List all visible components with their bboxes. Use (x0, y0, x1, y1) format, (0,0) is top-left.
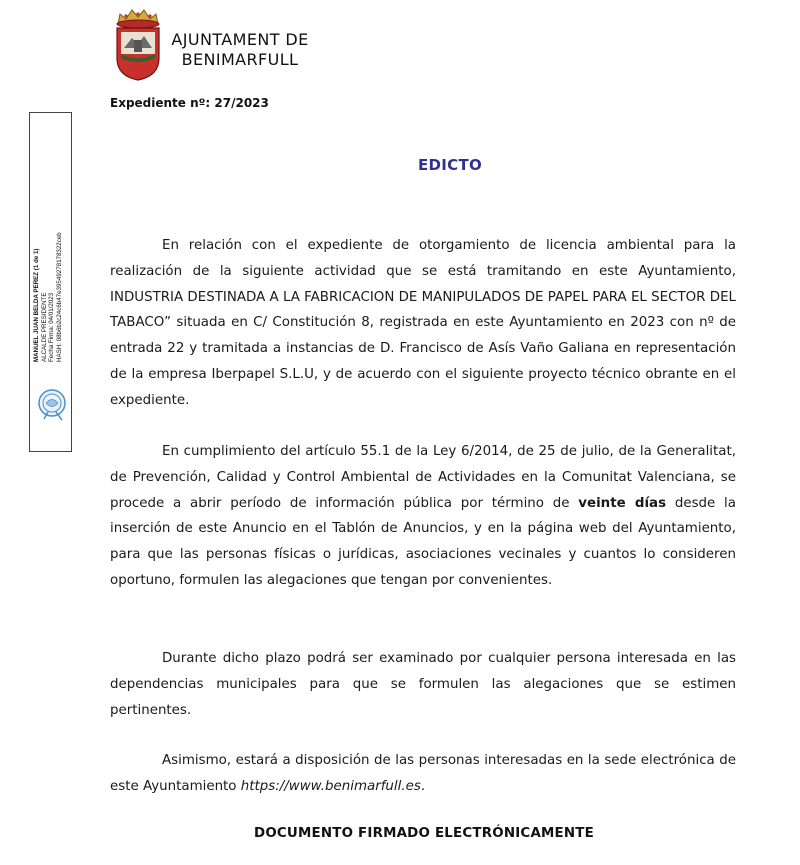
organization-name-line2: BENIMARFULL (181, 50, 299, 69)
signer-name: MANUEL JUAN BELDA PEREZ (1 de 1) (33, 248, 40, 362)
paragraph-2-text-start: En cumplimiento del artículo 55.1 de la Ley 6/2014, de 25 de julio, de la Generalitat, de Prevención, Calidad y Control Ambiental de Actividades en la Comunitat Valenciana, se procede a abrir período de información pública por término de (110, 444, 736, 511)
file-number: Expediente nº: 27/2023 (110, 96, 269, 110)
coat-of-arms-icon (112, 4, 164, 82)
paragraph-1 (110, 233, 736, 414)
signature-details (33, 232, 63, 362)
paragraph-2-text-end: desde la inserción de este Anuncio en el Tablón de Anuncios, y en la página web del Ayuntamiento, para que las personas físicas o jurídicas, asociaciones vecinales y cuantos lo consideren oportuno, formulen las alegaciones que tengan por convenientes. (110, 495, 736, 588)
electronic-seal-icon (36, 388, 68, 422)
paragraph-3-text: Durante dicho plazo podrá ser examinado por cualquier persona interesada en las dependencias municipales para que se formulen las alegaciones que se estimen pertinentes. (110, 651, 736, 718)
paragraph-2 (110, 439, 736, 594)
paragraph-4 (110, 748, 736, 800)
organization-name (160, 30, 320, 70)
signature-hash: HASH: 08b6b2c24c6b47e39549278178322ceb (55, 232, 63, 362)
organization-name-line1: AJUNTAMENT DE (171, 30, 309, 49)
signature-notice: DOCUMENTO FIRMADO ELECTRÓNICAMENTE (254, 826, 594, 841)
document-title: EDICTO (417, 156, 483, 174)
paragraph-4-period: . (420, 778, 426, 794)
signature-date: Fecha Firma: 04/01/2023 (48, 292, 55, 362)
paragraph-3 (110, 646, 736, 723)
signer-role: ALCALDE PRESIDENTE (40, 292, 48, 362)
paragraph-4-text: Asimismo, estará a disposición de las personas interesadas en la sede electrónica de este Ayuntamiento (110, 753, 736, 794)
paragraph-2-emphasis: veinte días (578, 495, 667, 511)
paragraph-1-text: En relación con el expediente de otorgamiento de licencia ambiental para la realización de la siguiente actividad que se está tramitando en este Ayuntamiento, INDUSTRIA DESTINADA A LA FABRICACION DE MANIPULADOS DE PAPEL PARA EL SECTOR DEL TABACO” situada en C/ Constitución 8, registrada en este Ayuntamiento en 2023 con nº de entrada 22 y tramitada a instancias de D. Francisco de Asís Vaño Galiana en representación de la empresa Iberpapel S.L.U, y de acuerdo con el siguiente proyecto técnico obrante en el expediente. (110, 238, 736, 408)
website-link[interactable]: https://www.benimarfull.es (240, 778, 421, 794)
